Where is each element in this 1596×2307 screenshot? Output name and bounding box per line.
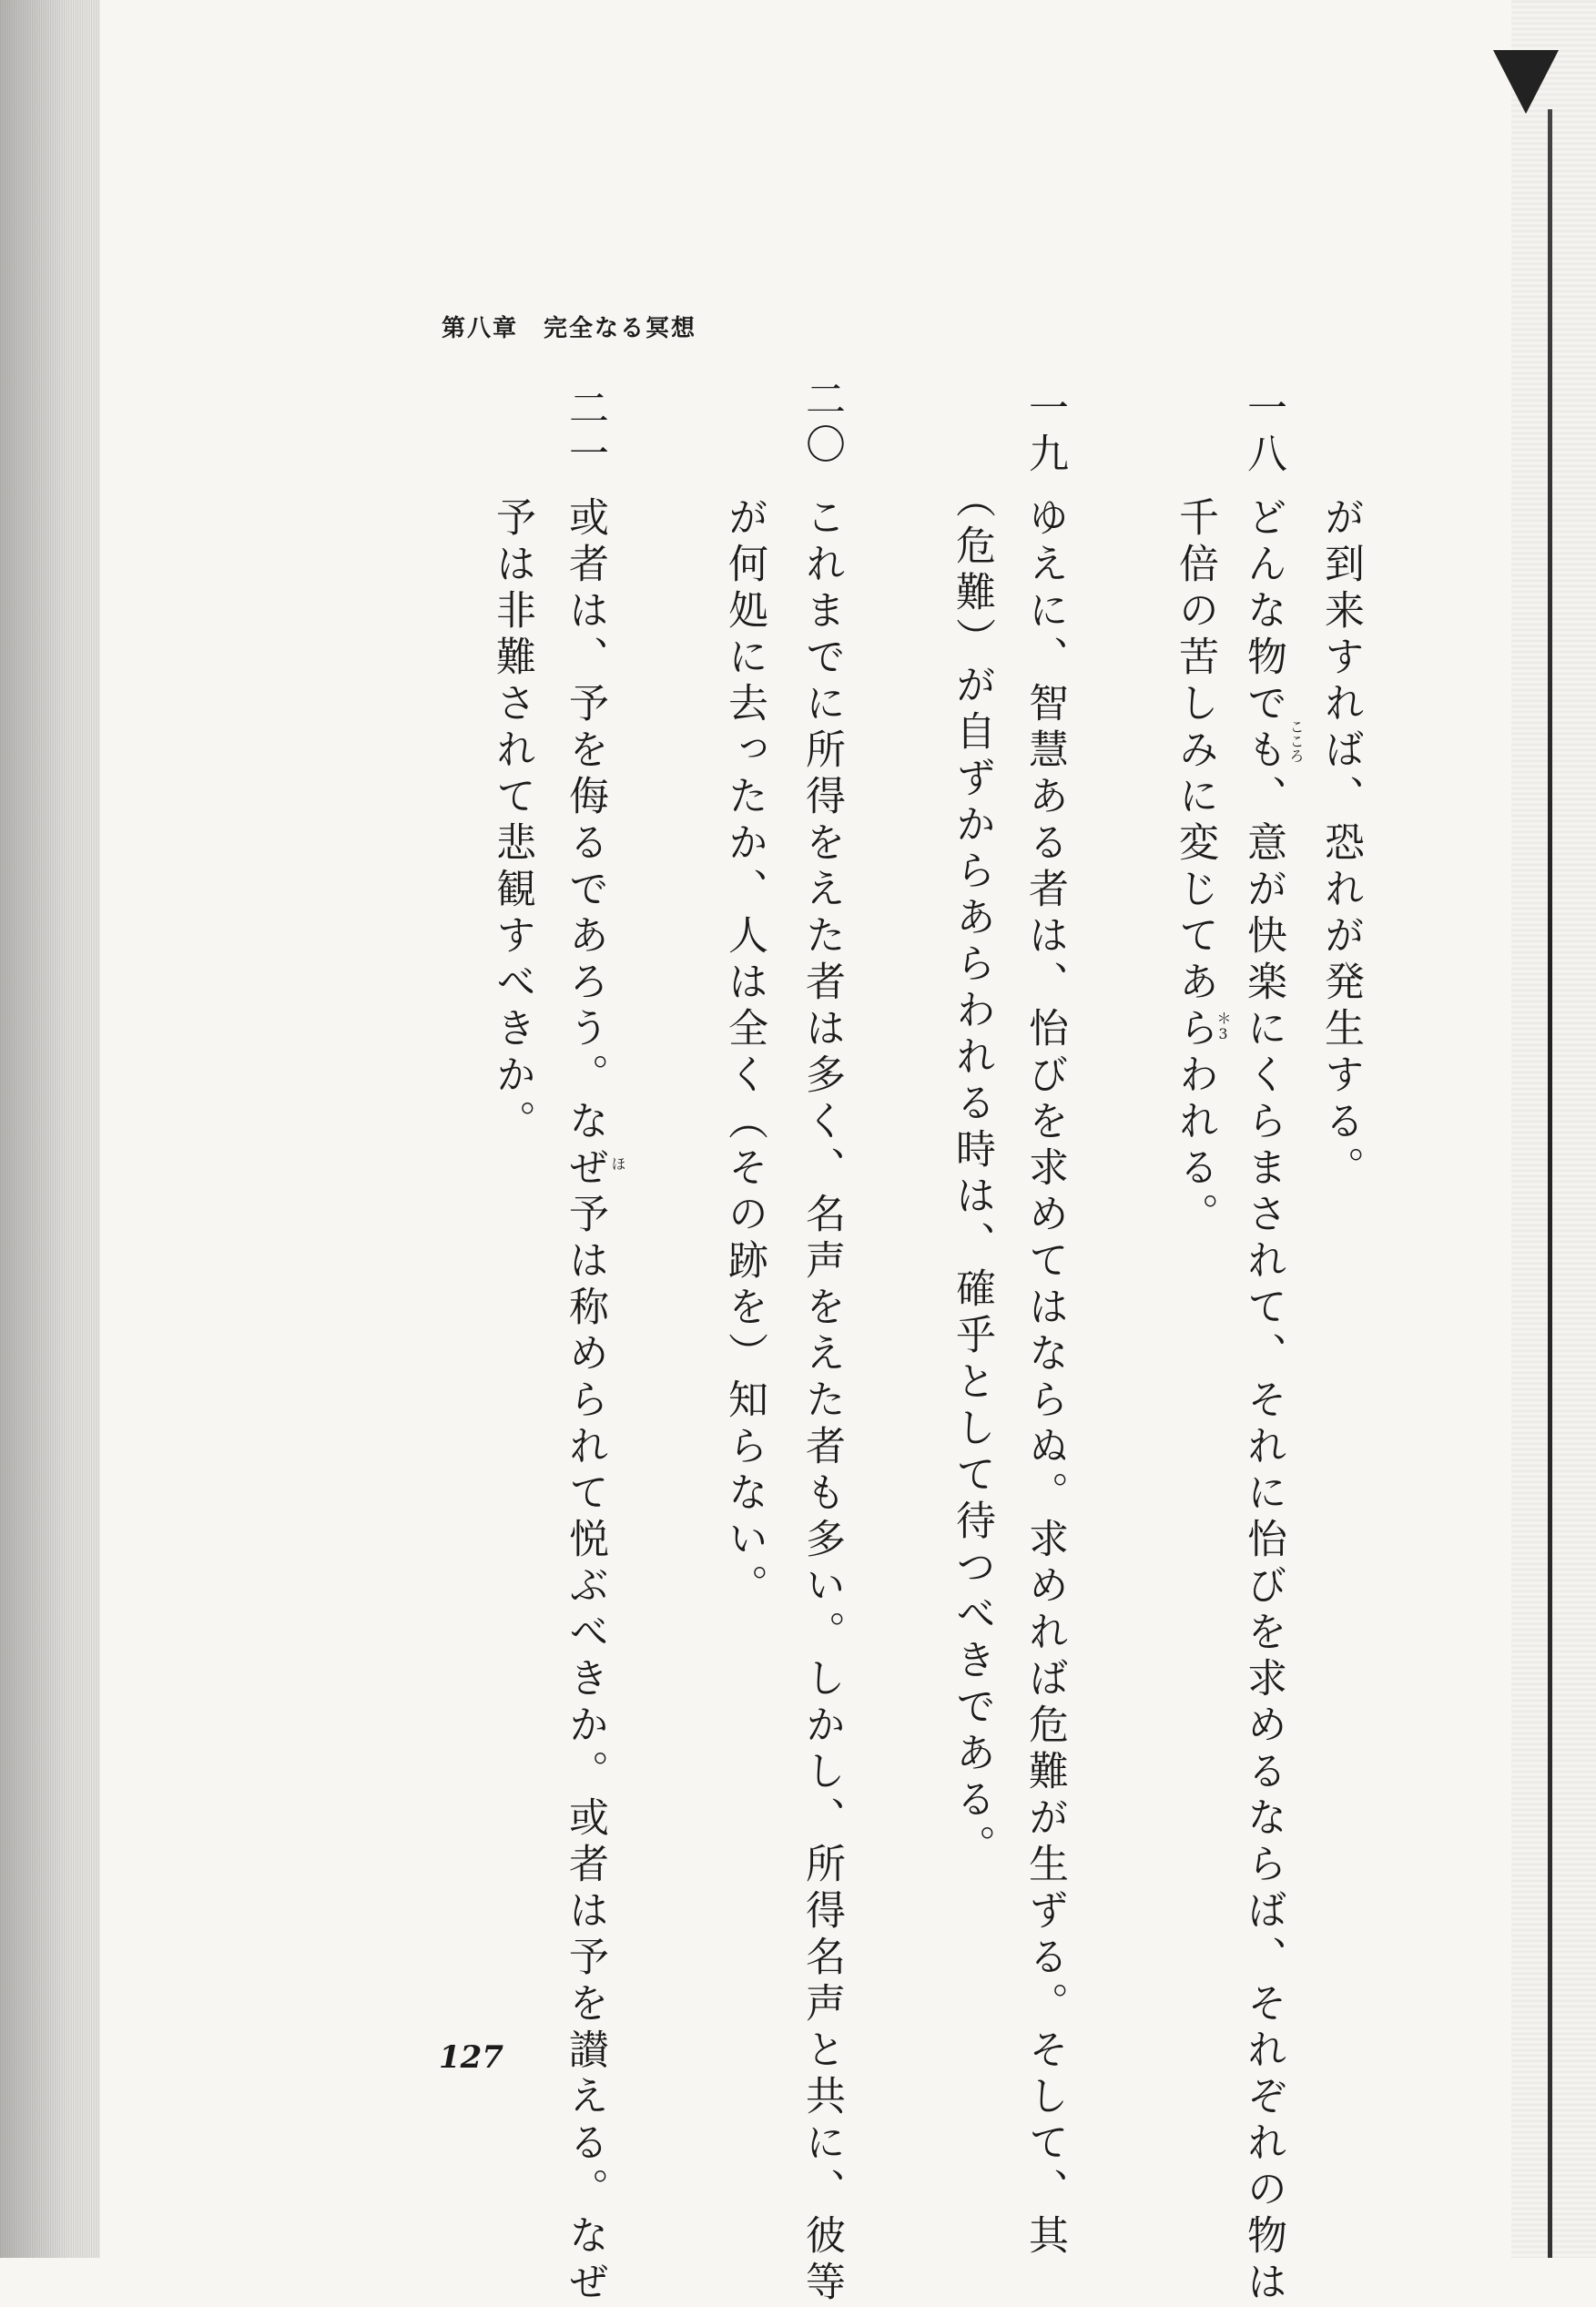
ruby-reading: ほ bbox=[609, 1156, 626, 1171]
section-number: 二一 bbox=[562, 387, 608, 478]
section-number: 一八 bbox=[1240, 387, 1286, 478]
text-line: 千倍の苦しみに変じてあらわれる。 bbox=[1172, 496, 1218, 1239]
text-line: ゆえに、智慧ある者は、怡びを求めてはならぬ。求めれば危難が生ずる。そして、其 bbox=[1022, 496, 1068, 2261]
text-line: 予は非難されて悲観すべきか。 bbox=[489, 496, 535, 1146]
text-line: （危難）が自ずからあらわれる時は、確乎として待つべきである。 bbox=[949, 478, 995, 1871]
corner-mark bbox=[1493, 50, 1559, 114]
binding-edge bbox=[0, 0, 100, 2258]
page-edge-rule bbox=[1548, 109, 1552, 2258]
page-edge-shadow bbox=[1511, 0, 1596, 2258]
section-number: 二〇 bbox=[798, 378, 845, 469]
page-number: 127 bbox=[439, 2039, 503, 2076]
text-line: どんな物でも、意が快楽にくらまされて、それに怡びを求めるならば、それぞれの物は bbox=[1240, 496, 1286, 2307]
footnote-mark: ＊3 bbox=[1215, 1011, 1232, 1042]
text-line: これまでに所得をえた者は多く、名声をえた者も多い。しかし、所得名声と共に、彼等 bbox=[798, 496, 845, 2307]
text-line: が到来すれば、恐れが発生する。 bbox=[1317, 496, 1364, 1193]
text-line: が何処に去ったか、人は全く（その跡を）知らない。 bbox=[721, 496, 768, 1611]
text-line: 或者は、予を侮るであろう。なぜ予は称められて悦ぶべきか。或者は予を讃える。なぜ bbox=[562, 496, 608, 2307]
chapter-header: 第八章 完全なる冥想 bbox=[442, 315, 697, 342]
section-number: 一九 bbox=[1022, 387, 1068, 478]
ruby-reading: こころ bbox=[1287, 719, 1305, 763]
